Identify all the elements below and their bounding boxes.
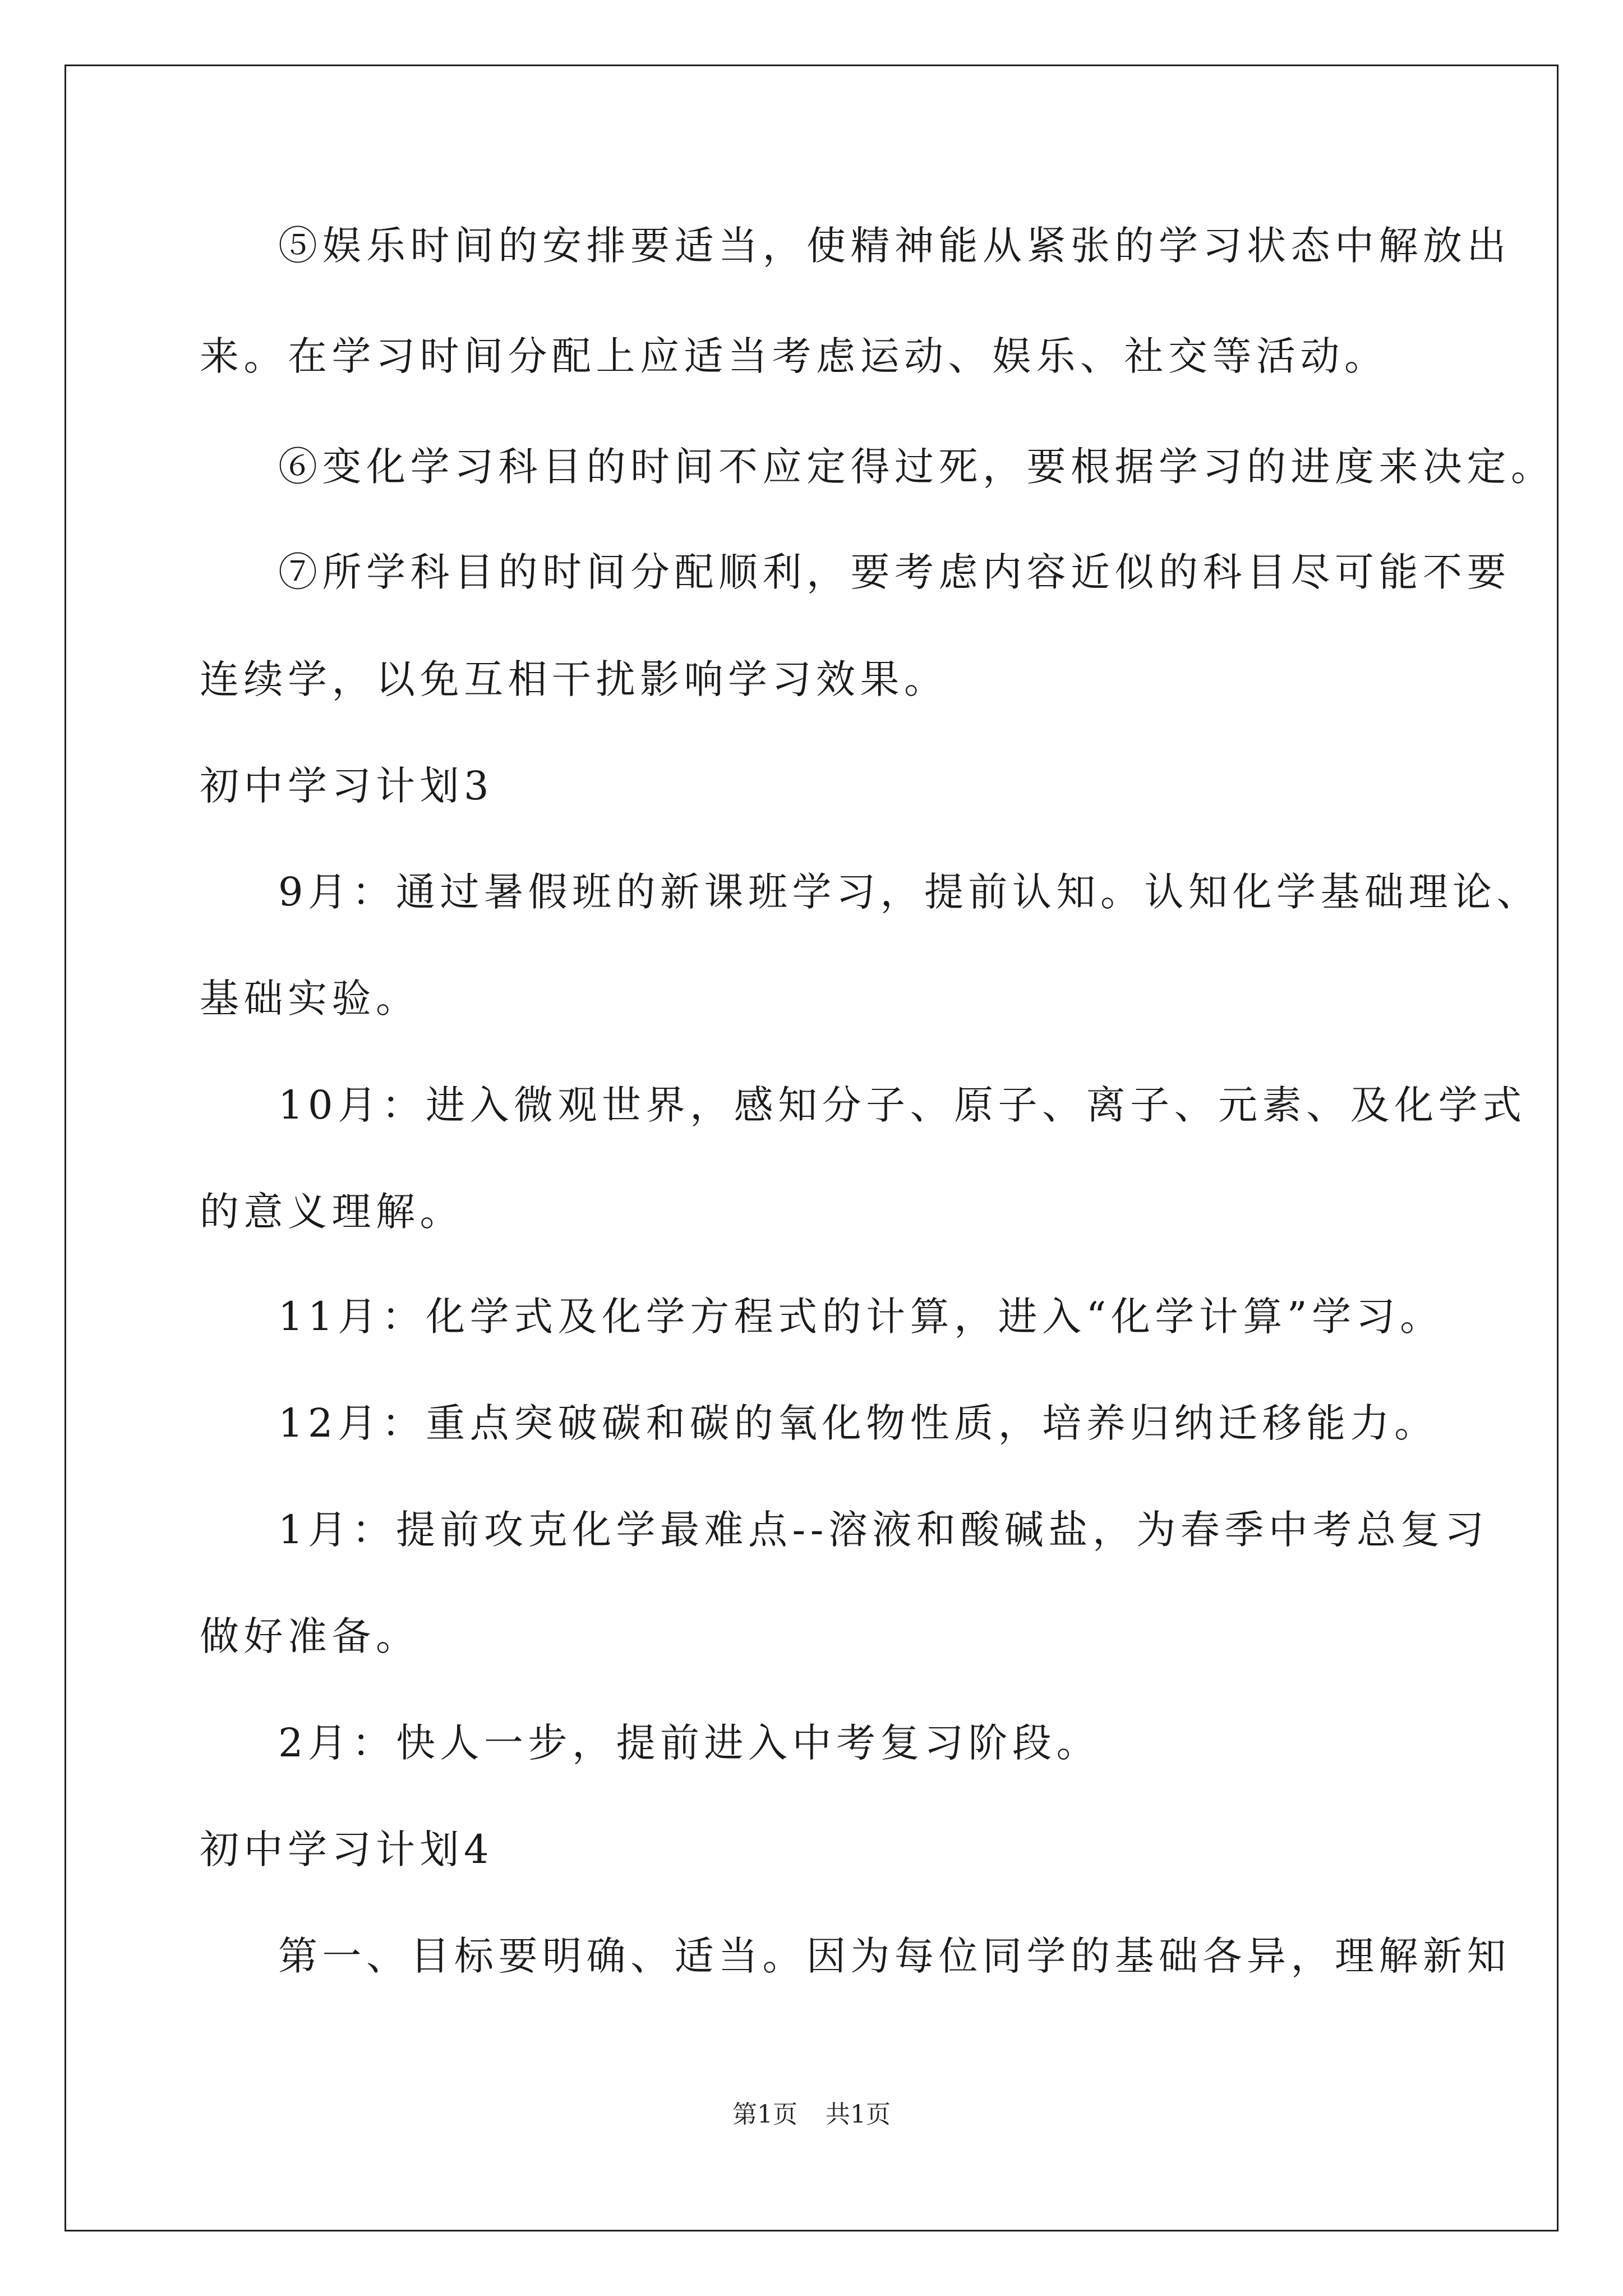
paragraph-line: 来。在学习时间分配上应适当考虑运动、娱乐、社交等活动。 (200, 333, 1389, 379)
paragraph-line: 10月：进入微观世界，感知分子、原子、离子、元素、及化学式 (278, 1082, 1527, 1128)
page-border (64, 65, 1559, 2231)
paragraph-line: 2月：快人一步，提前进入中考复习阶段。 (278, 1720, 1101, 1766)
paragraph-line: 11月：化学式及化学方程式的计算，进入“化学计算”学习。 (278, 1294, 1444, 1340)
paragraph-line: 第一、目标要明确、适当。因为每位同学的基础各异，理解新知 (278, 1933, 1511, 1979)
paragraph-line: 做好准备。 (200, 1613, 420, 1659)
paragraph-line: 9月：通过暑假班的新课班学习，提前认知。认知化学基础理论、 (278, 869, 1541, 915)
paragraph-line: 基础实验。 (200, 976, 420, 1022)
paragraph-line: 连续学，以免互相干扰影响学习效果。 (200, 656, 948, 702)
paragraph-line: ⑦所学科目的时间分配顺利，要考虑内容近似的科目尽可能不要 (278, 549, 1511, 595)
paragraph-line: 的意义理解。 (200, 1189, 464, 1235)
page-footer (0, 2094, 1623, 2130)
paragraph-line: 12月：重点突破碳和碳的氧化物性质，培养归纳迁移能力。 (278, 1400, 1438, 1446)
page-total: 共1页 (826, 2100, 891, 2129)
section-heading: 初中学习计划4 (200, 1826, 494, 1872)
paragraph-line: ⑥变化学习科目的时间不应定得过死，要根据学习的进度来决定。 (278, 444, 1555, 490)
section-heading: 初中学习计划3 (200, 763, 494, 809)
page-number: 第1页 (732, 2100, 797, 2129)
paragraph-line: ⑤娱乐时间的安排要适当，使精神能从紧张的学习状态中解放出 (278, 223, 1511, 269)
paragraph-line: 1月：提前攻克化学最难点--溶液和酸碱盐，为春季中考总复习 (278, 1507, 1489, 1553)
